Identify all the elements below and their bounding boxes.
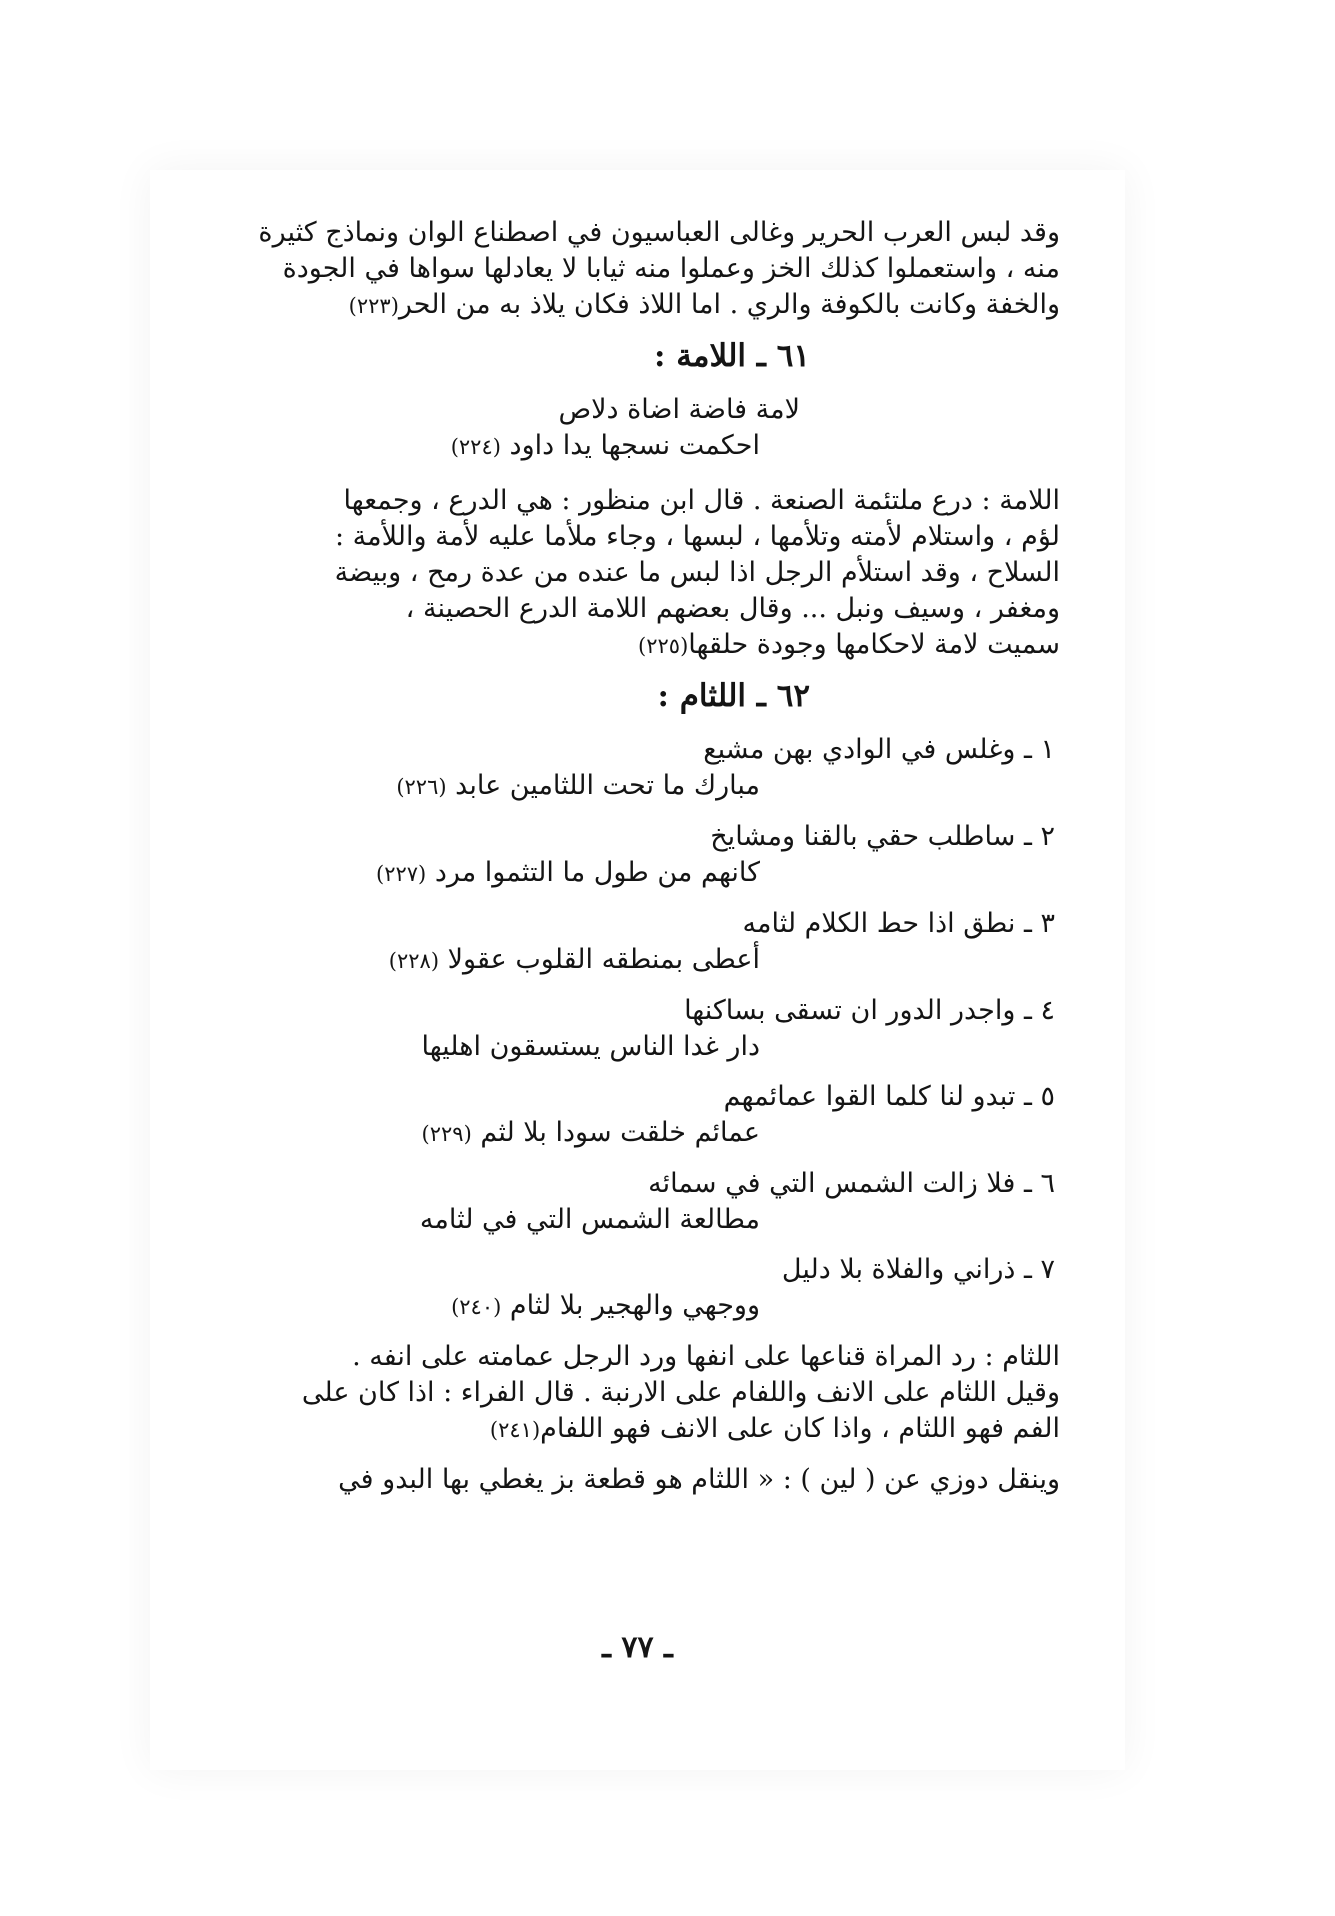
poem-item-5 [220,1079,1060,1152]
definition-line-1: اللامة : درع ملتئمة الصنعة . قال ابن منظور : هي الدرع ، وجمعها [343,485,1060,516]
definition-line-3-text: الفم فهو اللثام ، واذا كان على الانف فهو اللفام [540,1413,1060,1444]
footnote-ref: (٢٢٣) [348,294,399,318]
footnote-ref: (٢٢٦) [396,775,447,799]
poem-line-2-text: مطالعة الشمس التي في لثامه [419,1204,760,1235]
footnote-ref: (٢٢٥) [638,634,689,658]
poem-line-2 [220,1029,1060,1065]
poem-line-2 [220,1202,1060,1238]
verse-line-2 [220,428,1060,465]
section-62-definition [220,1339,1060,1448]
poem-line-1: ٤ ـ واجدر الدور ان تسقى بساكنها [684,995,1055,1026]
poem-line-2-text: كانهم من طول ما التثموا مرد [434,857,760,888]
definition-line-3 [220,1411,1060,1448]
poem-line-2 [220,855,1060,892]
poem-line-1: ٧ ـ ذراني والفلاة بلا دليل [781,1254,1055,1285]
page-number: ـ ٧٧ ـ [602,1630,673,1665]
section-61-verse [220,392,1060,465]
poem-line-2-text: ووجهي والهجير بلا لثام [509,1290,760,1321]
verse-line-2-text: احكمت نسجها يدا داود [509,430,760,461]
poem-line-1: ٢ ـ ساطلب حقي بالقنا ومشايخ [710,821,1055,852]
book-page [150,170,1125,1770]
poem-line-1: ٥ ـ تبدو لنا كلما القوا عمائمهم [723,1081,1055,1112]
poem-line-2 [220,1288,1060,1325]
definition-line-1: اللثام : رد المراة قناعها على انفها ورد الرجل عمامته على انفه . [352,1341,1060,1372]
intro-line-1: وقد لبس العرب الحرير وغالى العباسيون في اصطناع الوان ونماذج كثيرة [258,217,1060,248]
definition-line-3: السلاح ، وقد استلأم الرجل اذا لبس ما عنده من عدة رمح ، وبيضة [334,557,1060,588]
poem-item-7 [220,1252,1060,1325]
poem-line-2-text: مبارك ما تحت اللثامين عابد [455,770,760,801]
footnote-ref: (٢٢٨) [388,949,440,973]
poem-line-1: ١ ـ وغلس في الوادي بهن مشيع [703,734,1055,765]
poem-item-4 [220,993,1060,1065]
definition-line-2: وقيل اللثام على الانف واللفام على الارنبة . قال الفراء : اذا كان على [301,1377,1060,1408]
footnote-ref: (٢٤٠) [451,1295,502,1319]
section-61-heading: ٦١ ـ اللامة : [654,338,810,374]
intro-line-3-text: والخفة وكانت بالكوفة والري . اما اللاذ فكان يلاذ به من الحر [398,289,1060,320]
poem-line-2-text: دار غدا الناس يستسقون اهليها [421,1031,760,1062]
section-62-poems [220,732,1060,1325]
poem-line-2-text: أعطى بمنطقه القلوب عقولا [447,944,760,975]
continuation-line: وينقل دوزي عن ( لين ) : « اللثام هو قطعة بز يغطي بها البدو في [338,1464,1060,1495]
footnote-ref: (٢٢٩) [421,1122,472,1146]
poem-item-2 [220,819,1060,892]
definition-line-5-text: سميت لامة لاحكامها وجودة حلقها [688,629,1060,660]
footnote-ref: (٢٢٤) [450,435,501,459]
footnote-ref: (٢٢٧) [376,862,427,886]
poem-item-6 [220,1166,1060,1238]
section-62-heading: ٦٢ ـ اللثام : [657,678,810,714]
intro-paragraph [220,215,1060,324]
section-61-definition [220,483,1060,664]
page-content [220,215,1060,1512]
poem-line-2 [220,1115,1060,1152]
poem-line-2-text: عمائم خلقت سودا بلا لثم [480,1117,760,1148]
definition-line-4: ومغفر ، وسيف ونبل ... وقال بعضهم اللامة الدرع الحصينة ، [405,593,1060,624]
poem-item-3 [220,906,1060,979]
footnote-ref: (٢٤١) [489,1418,541,1442]
poem-item-1 [220,732,1060,805]
continuation-paragraph [220,1462,1060,1498]
poem-line-1: ٣ ـ نطق اذا حط الكلام لثامه [742,908,1055,939]
definition-line-2: لؤم ، واستلام لأمته وتلأمها ، لبسها ، وجاء ملأما عليه لأمة واللأمة : [335,521,1060,552]
poem-line-2 [220,942,1060,979]
definition-line-5 [220,627,1060,664]
poem-line-2 [220,768,1060,805]
intro-line-3 [220,287,1060,324]
verse-line-1: لامة فاضة اضاة دلاص [558,394,800,425]
poem-line-1: ٦ ـ فلا زالت الشمس التي في سمائه [648,1168,1055,1199]
intro-line-2: منه ، واستعملوا كذلك الخز وعملوا منه ثيابا لا يعادلها سواها في الجودة [282,253,1060,284]
